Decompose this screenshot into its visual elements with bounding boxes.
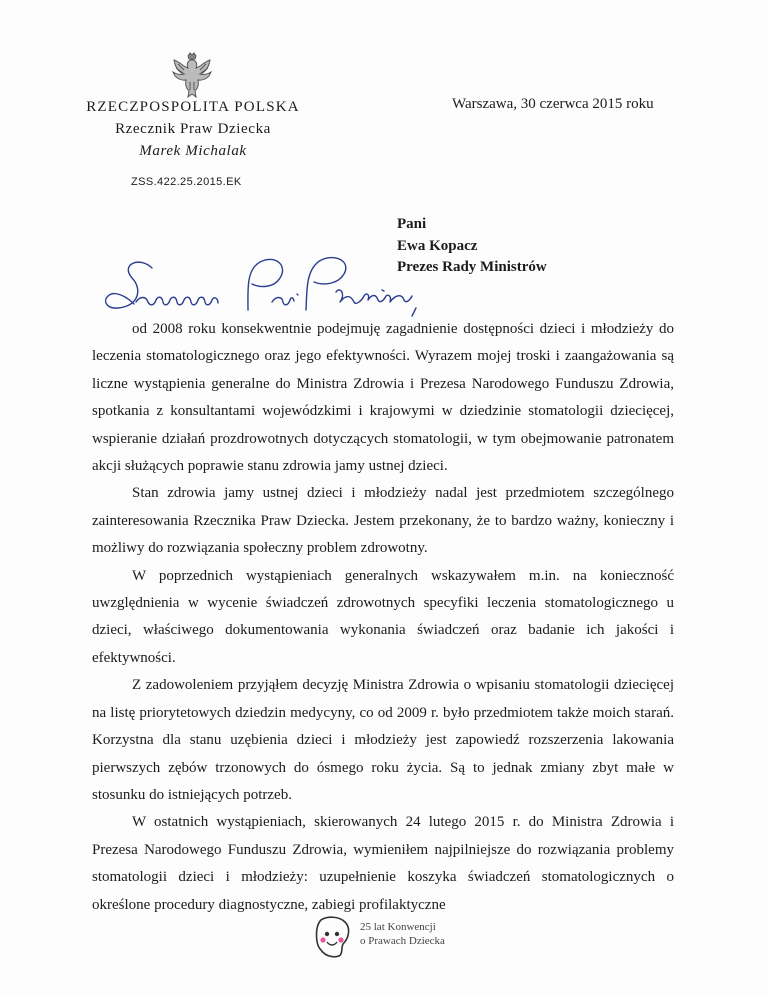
body-paragraph-5: W ostatnich wystąpieniach, skierowanych 24 lutego 2015 r. do Ministra Zdrowia i Prezesa Narodowego Funduszu Zdrowia, wymieniłem najpilniejsze do rozwiązania problemy stomatologii dzieci i młodzieży: uzupełnienie koszyka świadczeń stomatologicznych o określone procedury diagnostyczne, zabiegi profilaktyczne — [92, 814, 674, 913]
letterhead-office: Rzecznik Praw Dziecka — [115, 121, 271, 137]
letterhead — [60, 96, 326, 162]
letterhead-person: Marek Michalak — [139, 143, 247, 159]
letter-body — [92, 316, 674, 919]
footer-line-1: 25 lat Konwencji — [360, 921, 436, 933]
body-paragraph-2: Stan zdrowia jamy ustnej dzieci i młodzieży nadal jest przedmiotem szczególnego zainteresowania Rzecznika Praw Dziecka. Jestem przekonany, że to bardzo ważny, konieczny i możliwy do rozwiązania społeczny problem zdrowotny. — [92, 485, 674, 557]
recipient-line-1: Pani — [397, 216, 427, 232]
footer-line-2: o Prawach Dziecka — [360, 935, 445, 947]
handwritten-salutation — [100, 250, 430, 318]
smiling-child-logo-icon — [313, 914, 351, 960]
place-date: Warszawa, 30 czerwca 2015 roku — [452, 96, 654, 112]
recipient-line-3: Prezes Rady Ministrów — [397, 259, 547, 275]
polish-eagle-emblem-icon — [166, 50, 218, 102]
recipient-line-2: Ewa Kopacz — [397, 237, 478, 254]
body-paragraph-4: Z zadowoleniem przyjąłem decyzję Ministra Zdrowia o wpisaniu stomatologii dziecięcej na listę priorytetowych dziedzin medycyny, co od 2009 r. było przedmiotem także moich starań. Korzystna dla stanu uzębienia dzieci i młodzieży jest zapowiedź rozszerzenia lakowania pierwszych zębów trzonowych do ósmego roku życia. Są to jednak zmiany zbyt małe w stosunku do istniejących potrzeb. — [92, 677, 674, 803]
body-paragraph-3: W poprzednich wystąpieniach generalnych wskazywałem m.in. na konieczność uwzględnienia w wycenie świadczeń zdrowotnych specyfiki leczenia stomatologicznego u dzieci, właściwego dokumentowania wykonania świadczeń oraz badanie ich jakości i efektywności. — [92, 567, 674, 666]
letterhead-country: RZECZPOSPOLITA POLSKA — [86, 99, 300, 115]
footer-anniversary-text — [360, 920, 445, 948]
salutation-text — [100, 250, 110, 251]
handwritten-salutation-drawing — [100, 250, 430, 318]
reference-number: ZSS.422.25.2015.EK — [131, 176, 242, 188]
body-paragraph-1: od 2008 roku konsekwentnie podejmuję zagadnienie dostępności dzieci i młodzieży do leczenia stomatologicznego oraz jego efektywności. Wyrazem mojej troski i zaangażowania są liczne wystąpienia generalne do Ministra Zdrowia i Prezesa Narodowego Funduszu Zdrowia, spotkania z konsultantami wojewódzkimi i krajowymi w dziedzinie stomatologii dziecięcej, wspieranie działań prozdrowotnych dotyczących stomatologii, w tym obejmowanie patronatem akcji służących poprawie stanu zdrowia jamy ustnej dzieci. — [92, 321, 674, 475]
